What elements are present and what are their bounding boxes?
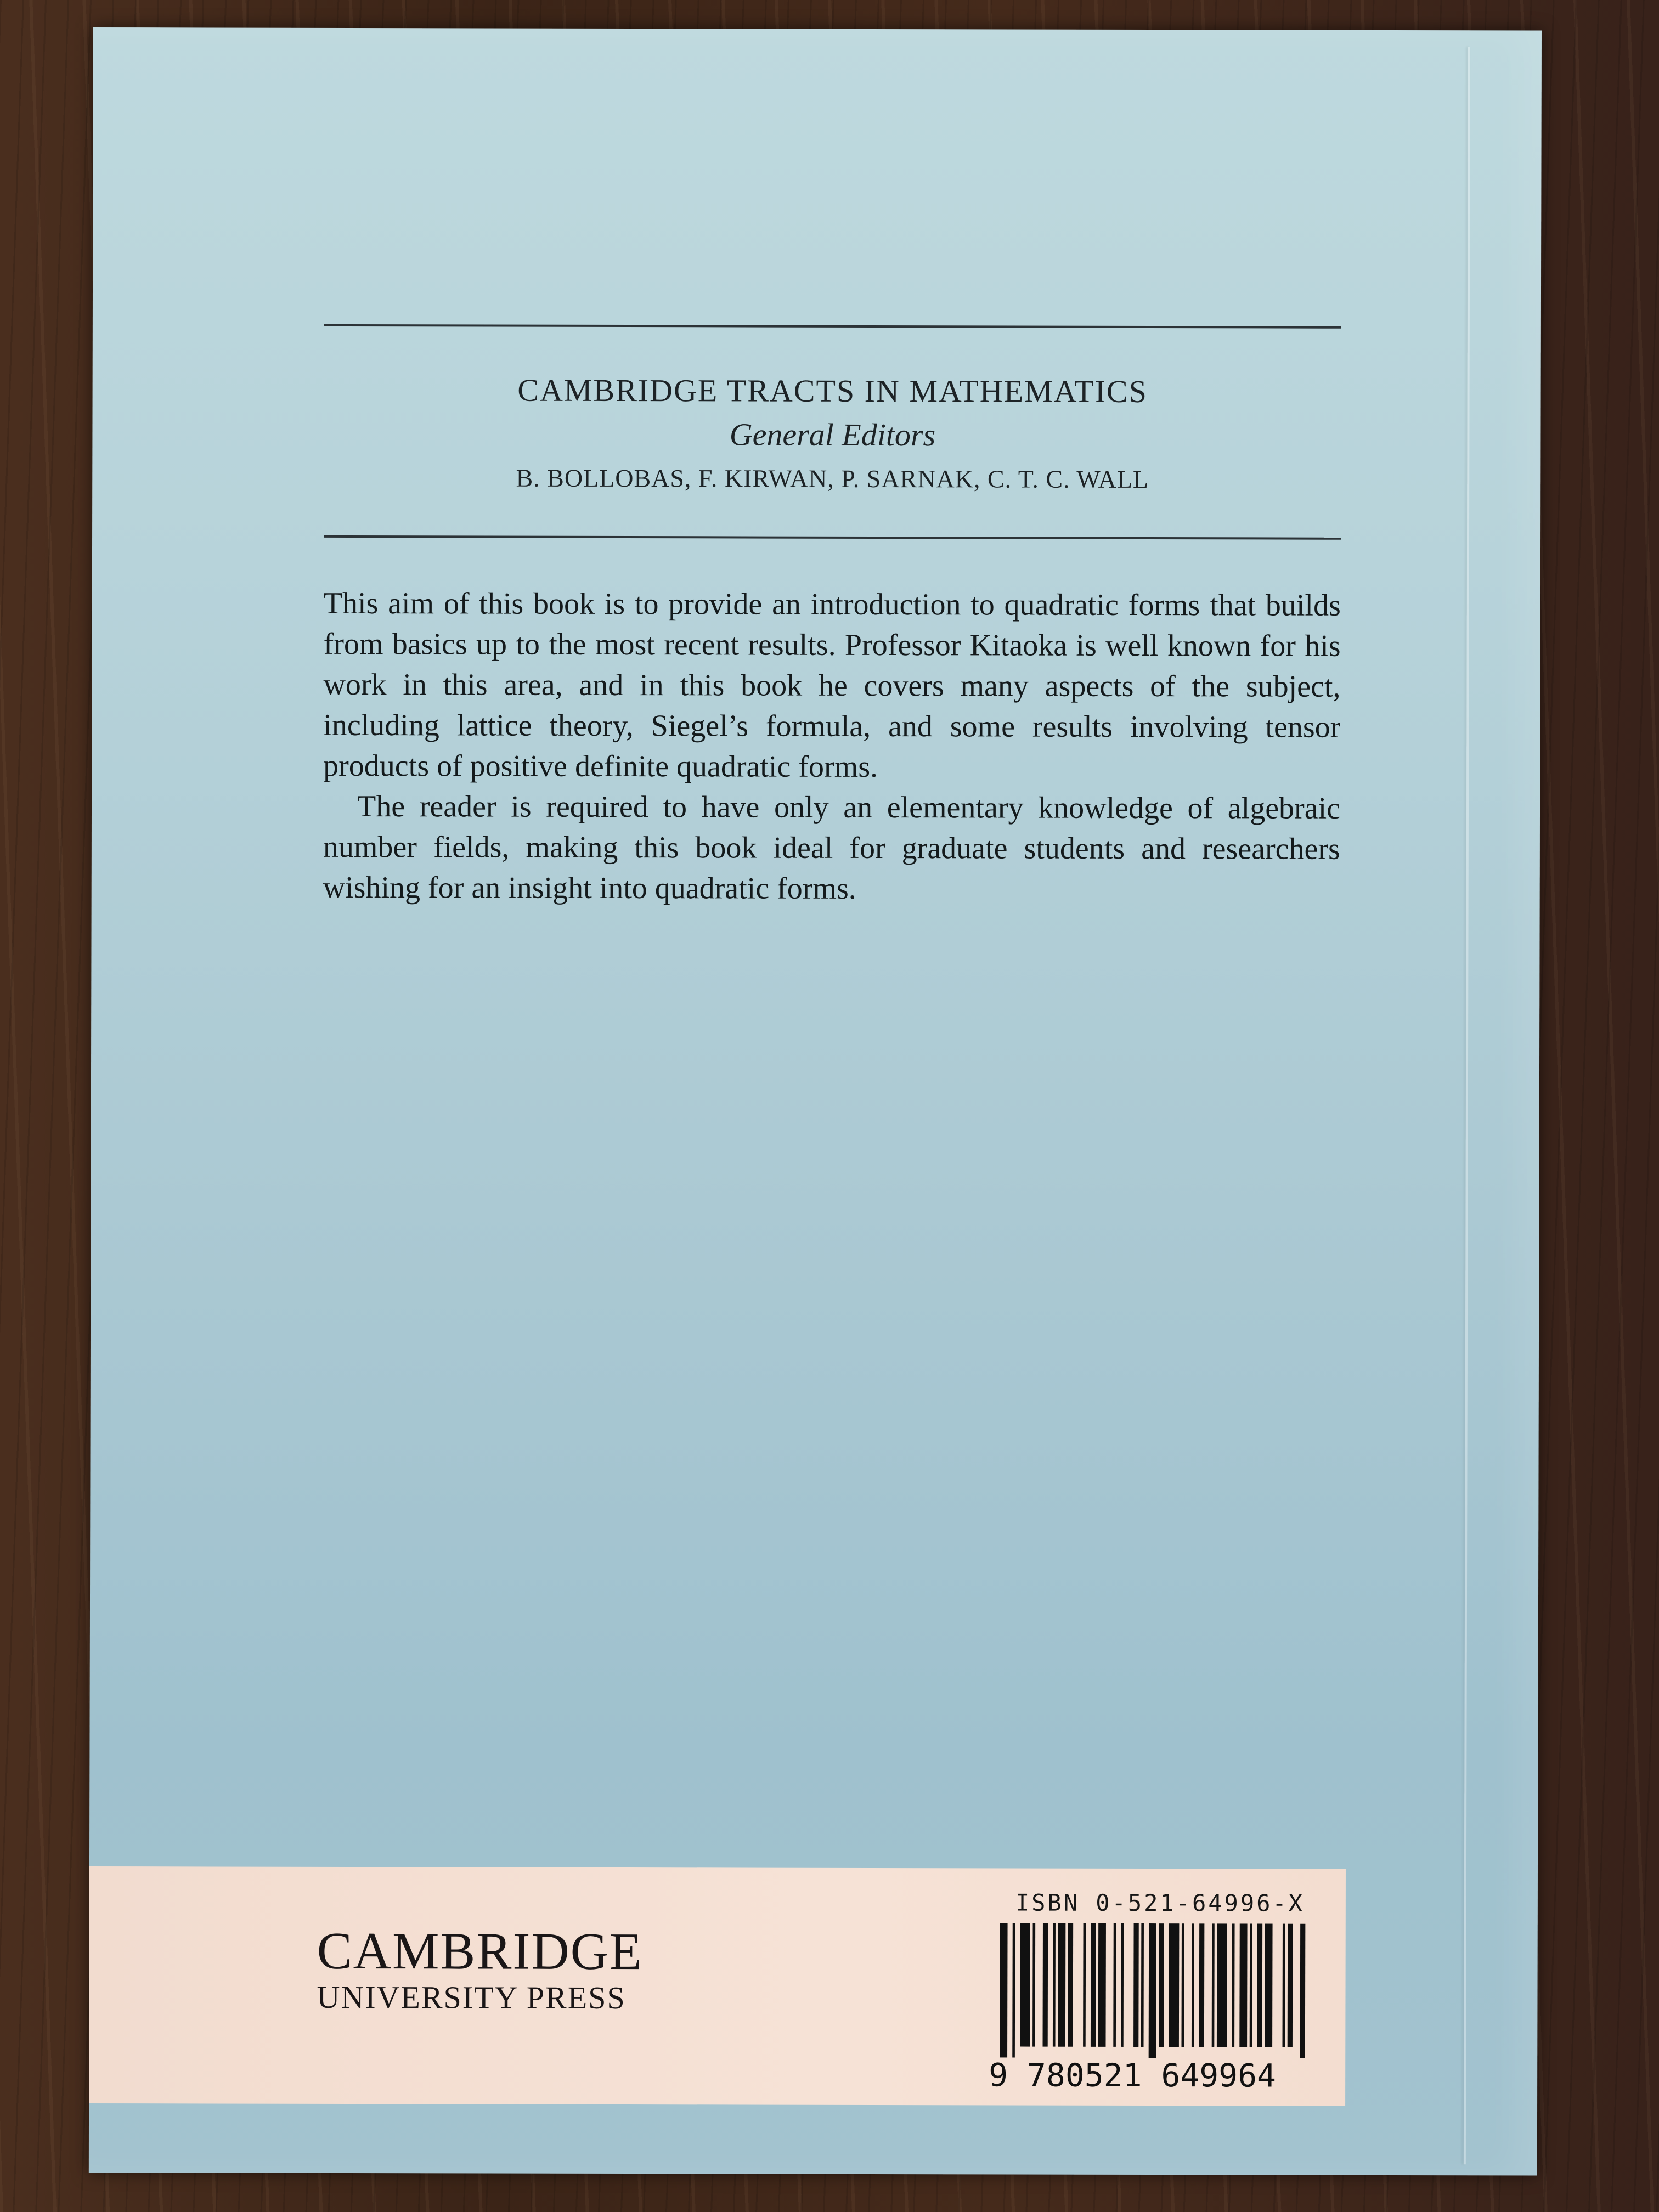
barcode-bar — [1141, 1923, 1144, 2047]
barcode-bar — [1232, 1923, 1234, 2047]
barcode-bar — [1149, 1923, 1156, 2058]
barcode-bar — [1282, 1924, 1285, 2047]
barcode-bar — [1265, 1923, 1272, 2047]
blurb-paragraph-2: The reader is required to have only an elementary knowledge of algebraic number fields, making this book ideal for graduate students and researchers wishing for an insight into quadratic forms. — [323, 789, 1341, 906]
barcode-bar — [1098, 1923, 1106, 2047]
barcode-bar — [1212, 1923, 1215, 2047]
barcode-bar — [1012, 1923, 1015, 2058]
barcode-bar — [1058, 1923, 1065, 2047]
series-header — [324, 368, 1341, 502]
barcode-bar — [1083, 1923, 1086, 2047]
barcode-bar — [1288, 1924, 1293, 2047]
barcode-bar — [1068, 1923, 1073, 2047]
barcode-bar — [1239, 1923, 1247, 2047]
book-blurb — [323, 583, 1341, 910]
barcode-bar — [1113, 1923, 1116, 2047]
barcode-bar — [1121, 1923, 1124, 2047]
publisher-name: CAMBRIDGE — [317, 1921, 643, 1981]
barcode-bar — [1042, 1923, 1048, 2047]
barcode-bar — [1053, 1923, 1056, 2047]
barcode-bar — [1217, 1923, 1227, 2047]
barcode-bar — [1181, 1923, 1184, 2047]
top-rule — [324, 324, 1341, 329]
barcode-icon — [989, 1923, 1329, 2058]
book-back-cover — [89, 27, 1542, 2176]
barcode-bar — [1159, 1923, 1164, 2047]
barcode-bar — [1192, 1923, 1194, 2047]
isbn-text: ISBN 0-521-64996-X — [1015, 1889, 1305, 1917]
bottom-rule — [324, 535, 1341, 540]
barcode-bar — [1300, 1924, 1306, 2058]
barcode-bar — [1257, 1923, 1262, 2047]
series-title: CAMBRIDGE TRACTS IN MATHEMATICS — [517, 372, 1148, 410]
publisher-subtitle: UNIVERSITY PRESS — [317, 1979, 626, 2016]
barcode-bar — [1199, 1923, 1205, 2047]
barcode-bar — [1020, 1923, 1030, 2047]
ean-number: 9 780521 649964 — [989, 2056, 1277, 2095]
barcode-bar — [1032, 1923, 1035, 2047]
series-subtitle: General Editors — [729, 416, 936, 453]
series-editors: B. BOLLOBAS, F. KIRWAN, P. SARNAK, C. T. C. WALL — [516, 464, 1149, 494]
barcode-bar — [1169, 1923, 1179, 2047]
blurb-paragraph-1: This aim of this book is to provide an introduction to quadratic forms that builds from basics up to the most recent results. Professor Kitaoka is well known for his work in this area, and in this book he covers many aspects of the subject, including lattice theory, Siegel’s formula, and some results involving tensor products of positive definite quadratic forms. — [323, 586, 1341, 784]
barcode-bar — [1000, 1923, 1007, 2057]
barcode-bar — [1250, 1923, 1252, 2047]
barcode-bar — [1133, 1923, 1139, 2047]
barcode-block — [989, 1889, 1329, 2095]
publisher-logo — [317, 1923, 642, 2017]
barcode-bar — [1091, 1923, 1096, 2047]
